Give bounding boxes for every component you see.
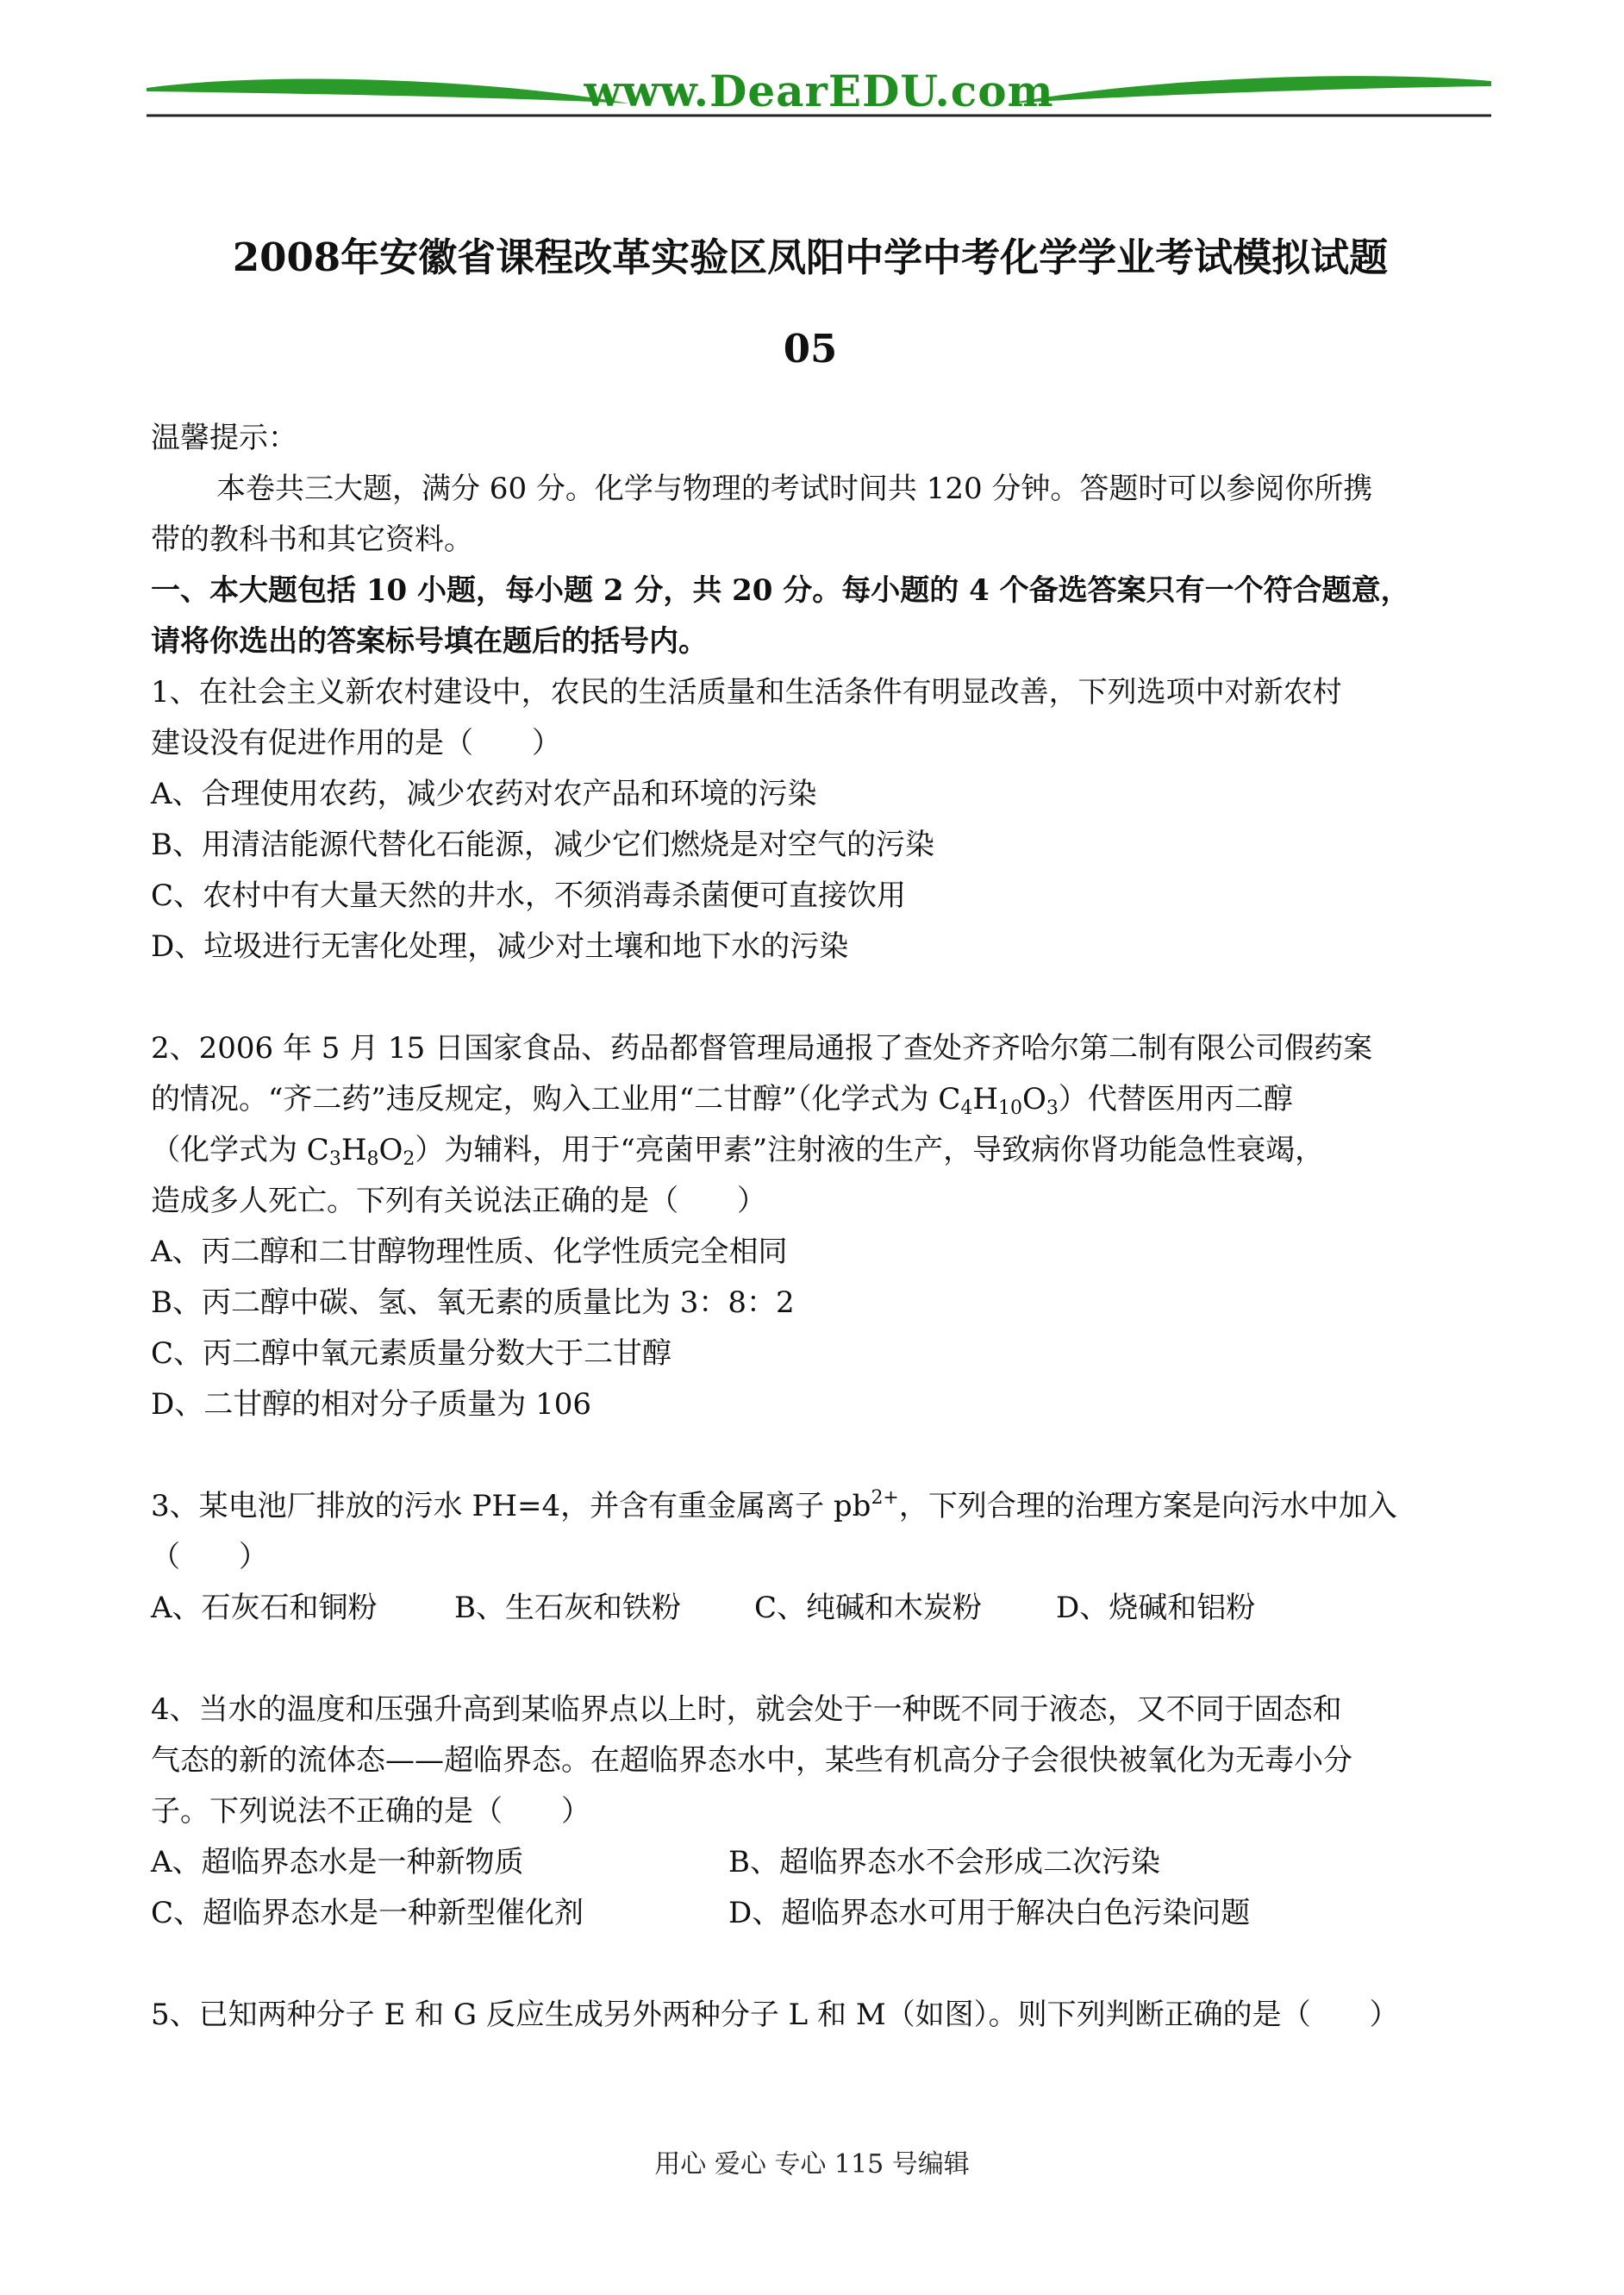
text-span: （化学式为 C [151,1133,329,1167]
option-row [151,1837,1483,1888]
question-text: 4、当水的温度和压强升高到某临界点以上时，就会处于一种既不同于液态，又不同于固态和 [151,1692,1342,1727]
text-span: 3、某电池厂排放的污水 PH=4，并含有重金属离子 pb [151,1489,871,1523]
section-instructions: 请将你选出的答案标号填在题后的括号内。 [151,624,708,659]
question-text: 2、2006 年 5 月 15 日国家食品、药品都督管理局通报了查处齐齐哈尔第二制有限公司假药案 [151,1031,1373,1066]
option-a: A、石灰石和铜粉 [151,1591,378,1625]
section-instructions: 一、本大题包括 10 小题，每小题 2 分，共 20 分。每小题的 4 个备选答案只有一个符合题意， [151,573,1410,608]
option-d: D、二甘醇的相对分子质量为 106 [151,1387,591,1422]
option-c: C、超临界态水是一种新型催化剂 [151,1896,584,1930]
text-span: H [340,1133,367,1167]
site-logo[interactable]: www.DearEDU.com [584,66,1054,116]
option-row [151,1888,1483,1939]
page-footer: 用心 爱心 专心 115 号编辑 [654,2149,970,2179]
text-span: O [1022,1082,1046,1116]
option-b: B、丙二醇中碳、氢、氧无素的质量比为 3：8：2 [151,1285,795,1320]
subscript: 10 [998,1097,1023,1119]
question-text: 5、已知两种分子 E 和 G 反应生成另外两种分子 L 和 M（如图）。则下列判断正确的是（ ） [151,1998,1399,2032]
question-text: 1、在社会主义新农村建设中，农民的生活质量和生活条件有明显改善，下列选项中对新农村 [151,675,1342,710]
question-text: （ ） [151,1540,268,1574]
option-c: C、农村中有大量天然的井水，不须消毒杀菌便可直接饮用 [151,879,907,913]
subscript: 4 [960,1097,973,1119]
text-span: ）为辅料，用于“亮菌甲素”注射液的生产，导致病你肾功能急性衰竭， [415,1133,1325,1167]
tip-line: 本卷共三大题，满分 60 分。化学与物理的考试时间共 120 分钟。答题时可以参阅你所携 [216,472,1373,506]
subscript: 3 [328,1148,341,1170]
question-text: 气态的新的流体态——超临界态。在超临界态水中，某些有机高分子会很快被氧化为无毒小分 [151,1743,1352,1778]
option-a: A、合理使用农药，减少农药对农产品和环境的污染 [151,777,817,811]
text-span: H [972,1082,999,1116]
question-text: 建设没有促进作用的是（ ） [151,726,561,760]
option-d: D、烧碱和铝粉 [1056,1591,1256,1625]
question-text [151,1481,1483,1532]
option-b: B、用清洁能源代替化石能源，减少它们燃烧是对空气的污染 [151,828,934,862]
page-title-number: 05 [783,326,838,372]
subscript: 2 [403,1148,415,1170]
exam-body [151,413,1483,2041]
text-span: ，下列合理的治理方案是向污水中加入 [898,1489,1397,1523]
tip-label: 温馨提示： [151,421,297,455]
site-header [147,62,1491,131]
question-text [151,1125,1483,1176]
superscript: 2+ [871,1487,899,1509]
option-a: A、丙二醇和二甘醇物理性质、化学性质完全相同 [151,1235,788,1269]
question-text: 子。下列说法不正确的是（ ） [151,1794,590,1829]
text-span: 的情况。“齐二药”违反规定，购入工业用“二甘醇”（化学式为 C [151,1082,961,1116]
question-text: 造成多人死亡。下列有关说法正确的是（ ） [151,1184,766,1218]
subscript: 8 [366,1148,379,1170]
page-title: 2008年安徽省课程改革实验区凤阳中学中考化学学业考试模拟试题 [232,235,1389,280]
text-span: O [378,1133,403,1167]
option-row [151,1583,1483,1634]
question-text [151,1074,1483,1125]
option-a: A、超临界态水是一种新物质 [151,1845,524,1879]
option-d: D、超临界态水可用于解决白色污染问题 [728,1896,1251,1930]
subscript: 3 [1046,1097,1059,1119]
option-c: C、纯碱和木炭粉 [754,1591,983,1625]
tip-line: 带的教科书和其它资料。 [151,522,473,557]
option-b: B、生石灰和铁粉 [454,1591,681,1625]
option-c: C、丙二醇中氧元素质量分数大于二甘醇 [151,1336,672,1371]
option-b: B、超临界态水不会形成二次污染 [728,1845,1160,1879]
option-d: D、垃圾进行无害化处理，减少对土壤和地下水的污染 [151,929,849,964]
text-span: ）代替医用丙二醇 [1058,1082,1293,1116]
